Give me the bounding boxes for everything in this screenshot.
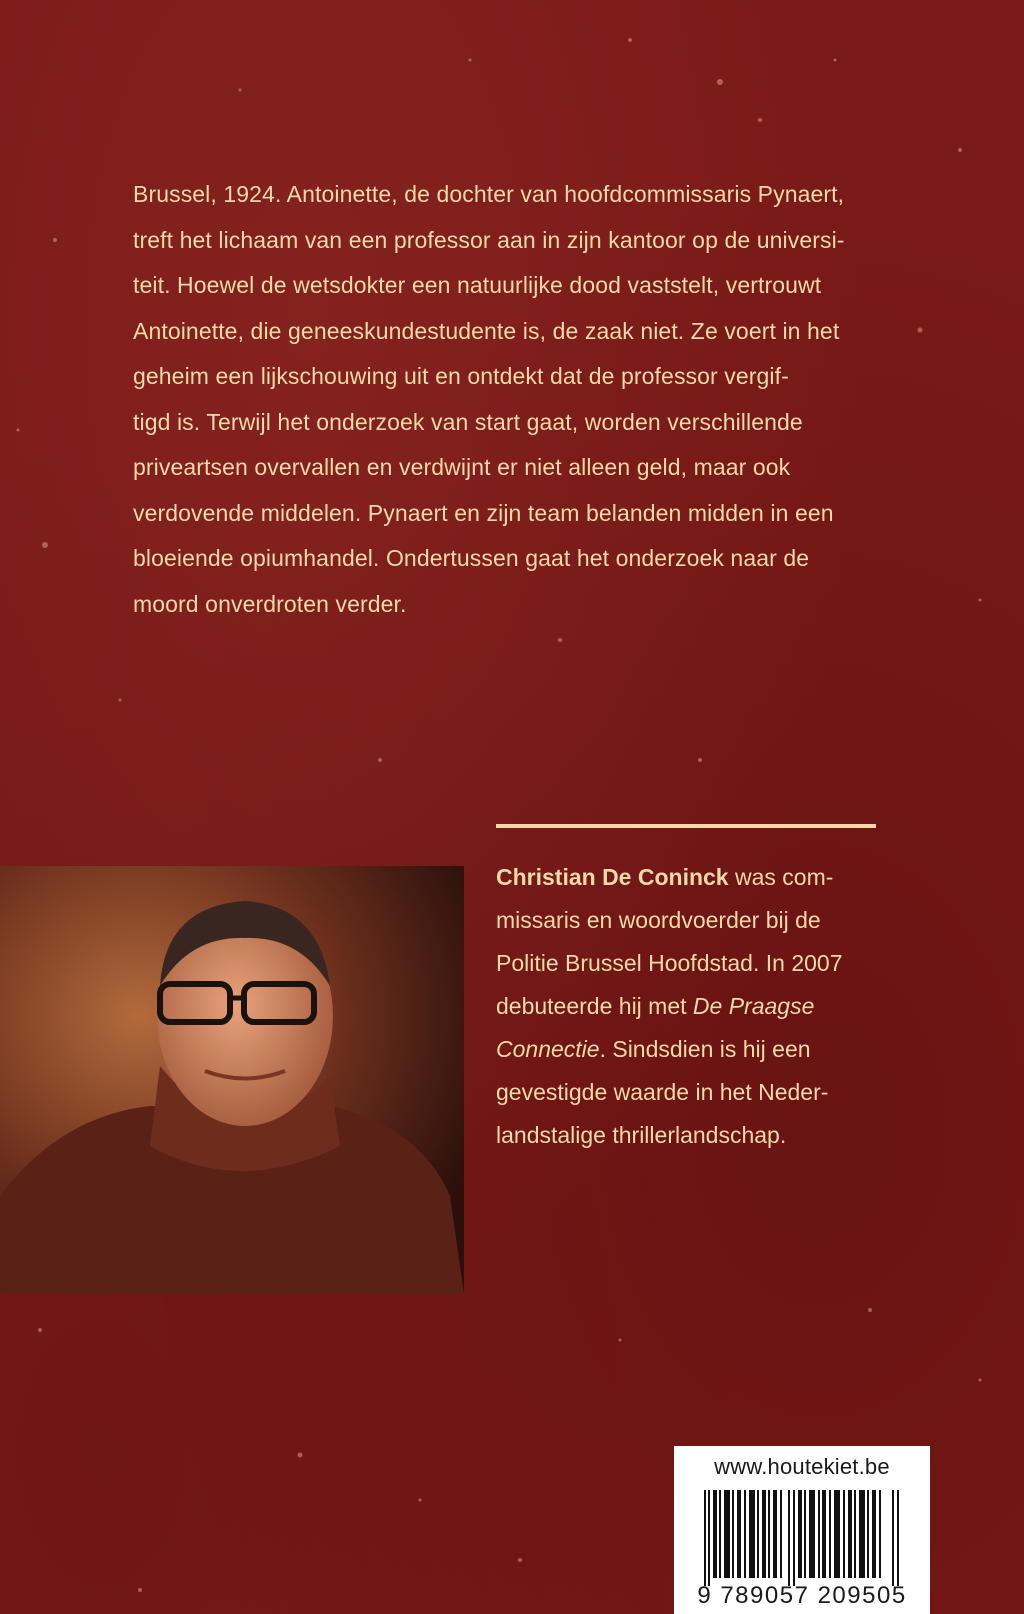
synopsis-line: bloeiende opiumhandel. Ondertussen gaat het onderzoek naar de [133, 545, 810, 571]
synopsis-line: treft het lichaam van een professor aan in zijn kantoor op de universi- [133, 226, 845, 253]
book-title: De Praagse Connectie [496, 993, 815, 1062]
barcode [704, 1490, 900, 1586]
synopsis-line: tigd is. Terwijl het onderzoek van start gaat, worden verschillende [133, 408, 803, 435]
synopsis-line: geheim een lijkschouwing uit en ontdekt dat de professor vergif- [133, 363, 789, 389]
synopsis-line: priveartsen overvallen en verdwijnt er niet alleen geld, maar ook [133, 454, 791, 480]
synopsis-line: Brussel, 1924. Antoinette, de dochter van hoofdcommissaris Pynaert, [133, 181, 845, 207]
author-name: Christian De Coninck [496, 864, 729, 890]
bio-text: was com-missaris en woordvoerder bij de Politie Brussel Hoofdstad. In 2007 debuteerde hij met [496, 864, 843, 1019]
author-photo [0, 866, 464, 1294]
synopsis-line: teit. Hoewel de wetsdokter een natuurlijke dood vaststelt, vertrouwt [133, 272, 822, 298]
isbn-number: 9 789057 209505 [697, 1582, 907, 1609]
bio-text: . Sindsdien is hij een gevestigde waarde in het Neder-landstalige thrillerlandschap. [496, 1036, 829, 1148]
barcode-panel [674, 1446, 930, 1614]
synopsis-line: Antoinette, die geneeskundestudente is, de zaak niet. Ze voert in het [133, 317, 840, 344]
publisher-website: www.houtekiet.be [714, 1454, 890, 1479]
author-bio [496, 856, 868, 1157]
synopsis-line: verdovende middelen. Pynaert en zijn team belanden midden in een [133, 499, 834, 526]
synopsis-line: moord onverdroten verder. [133, 590, 407, 617]
divider-line [496, 824, 876, 828]
synopsis-text [133, 172, 893, 627]
